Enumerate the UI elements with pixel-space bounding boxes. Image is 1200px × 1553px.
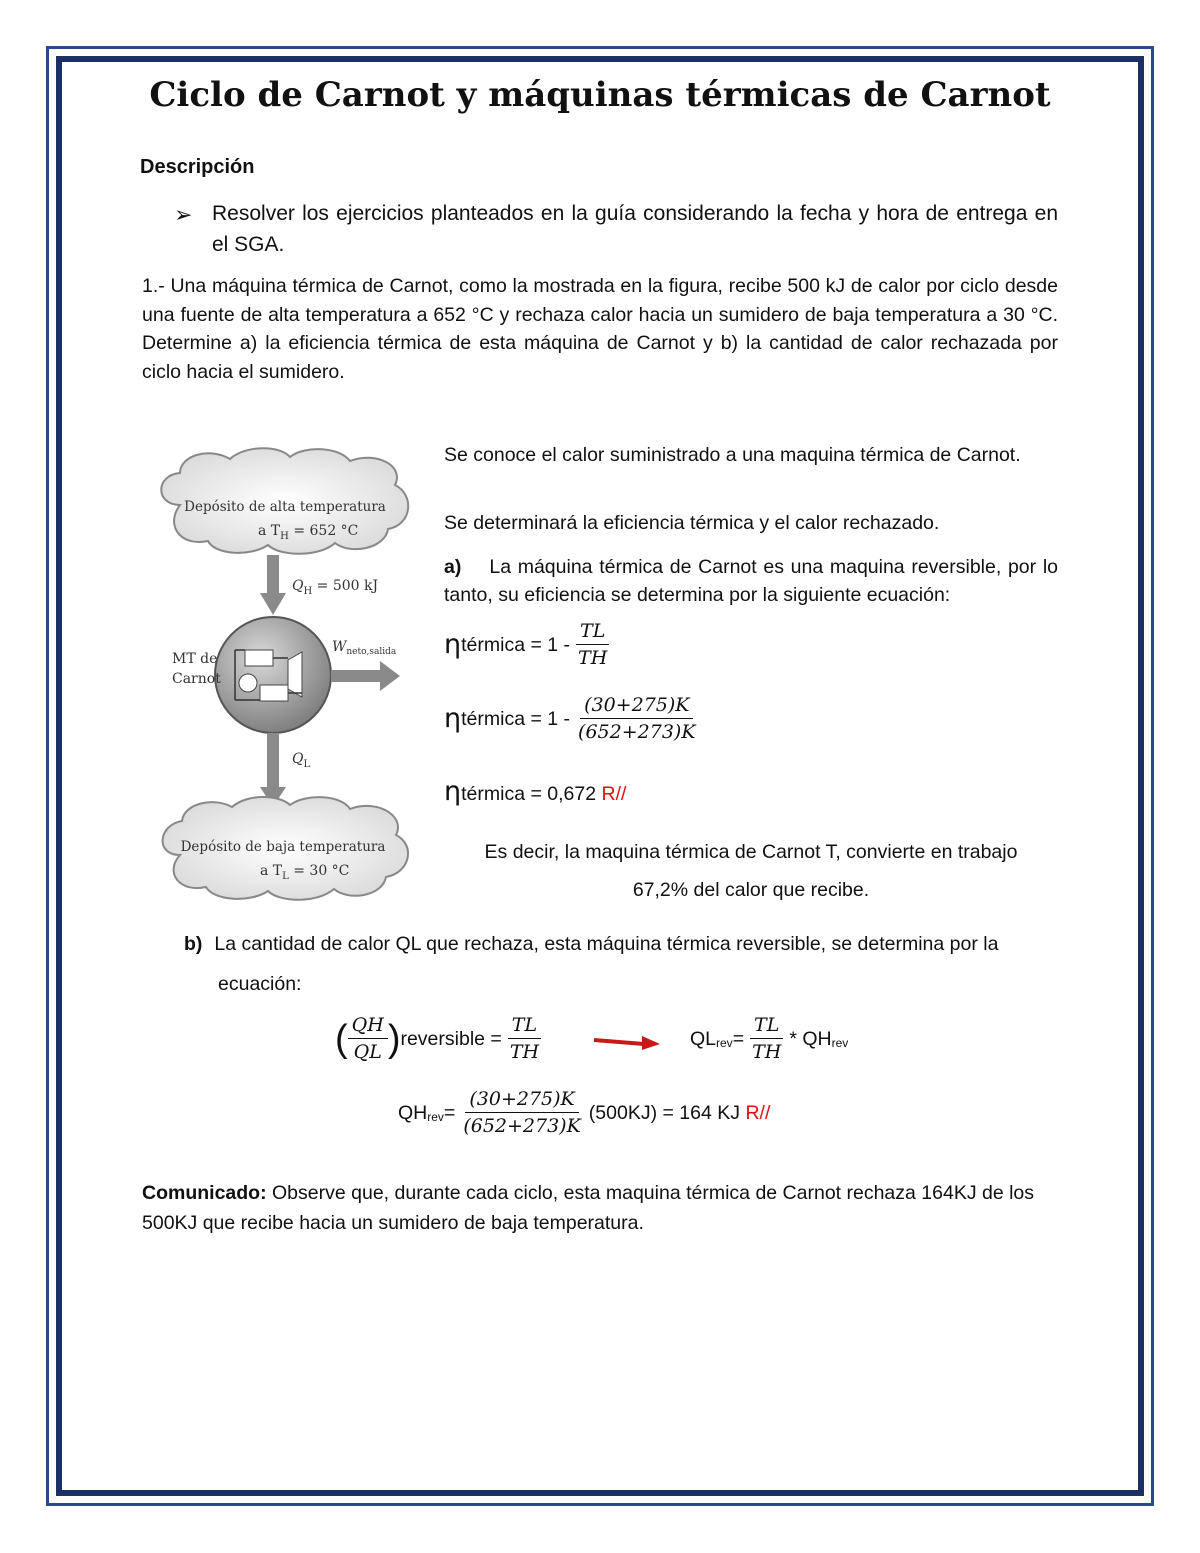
ratio-equation: ( $\frac{QH}{QL}$ ) reversible = $\frac{TL}{TH}$ xyxy=(335,1014,547,1063)
fraction-tl-th: $\frac{TL}{TH}$ xyxy=(574,620,611,669)
fraction-qh-ql: $\frac{QH}{QL}$ xyxy=(348,1014,388,1063)
efficiency-formula xyxy=(444,620,615,669)
part-a-label: a) xyxy=(444,556,462,578)
low-reservoir-temp: a $T_L = 30$ °C xyxy=(260,863,350,882)
solution-intro-2: Se determinará la eficiencia térmica y el calor rechazado. xyxy=(444,512,940,534)
bullet-arrow-icon: ➢ xyxy=(174,202,193,227)
high-reservoir-temp: a $T_H = 652$ °C xyxy=(258,523,359,542)
solution-intro-1: Se conoce el calor suministrado a una maquina térmica de Carnot. xyxy=(444,444,1021,466)
answer-mark-b: R// xyxy=(745,1101,771,1124)
ql-rev-label: QL xyxy=(690,1027,717,1050)
part-b-line-2: ecuación: xyxy=(218,973,302,995)
bullet-text: Resolver los ejercicios planteados en la guía considerando la fecha y hora de entrega en el SGA. xyxy=(212,202,1058,256)
comunicado-label: Comunicado: xyxy=(142,1182,267,1204)
engine-label-2: Carnot xyxy=(172,671,221,687)
part-b-label: b) xyxy=(184,933,203,955)
implies-arrow-icon xyxy=(592,1030,664,1054)
low-reservoir-label: Depósito de baja temperatura xyxy=(180,839,386,855)
fraction-temperatures-2: $\frac{(30+275)K}{(652+273)K}$ xyxy=(463,1088,581,1137)
eta-label: térmica = 1 - xyxy=(461,707,571,730)
qh-rev-label: QH xyxy=(398,1101,428,1124)
comunicado-text: Observe que, durante cada ciclo, esta maquina térmica de Carnot rechaza 164KJ de los 500KJ que recibe hacia un sumidero de baja temperatura. xyxy=(142,1182,1035,1234)
eta-symbol-icon: η xyxy=(444,702,462,734)
eta-symbol-icon: η xyxy=(444,776,462,807)
fraction-temperatures: $\frac{(30+275)K}{(652+273)K}$ xyxy=(578,694,696,743)
high-reservoir-label: Depósito de alta temperatura xyxy=(184,499,386,515)
part-b-line-1 xyxy=(184,930,998,958)
fraction-tl-th-3: $\frac{TL}{TH}$ xyxy=(748,1014,785,1063)
page-title: Ciclo de Carnot y máquinas térmicas de Carnot xyxy=(149,75,1051,115)
work-label: $W_{neto,salida}$ xyxy=(332,639,397,657)
description-heading: Descripción xyxy=(140,156,255,178)
carnot-engine-figure xyxy=(150,445,420,905)
times-qh-label: * QH xyxy=(789,1027,832,1050)
engine-circle xyxy=(215,617,331,733)
answer-mark-a: R// xyxy=(601,783,627,805)
part-b-body: La cantidad de calor QL que rechaza, esta máquina térmica reversible, se determina por la xyxy=(214,933,999,955)
qh-arrow-icon xyxy=(260,593,286,615)
problem-statement: 1.- Una máquina térmica de Carnot, como la mostrada en la figura, recibe 500 kJ de calor por ciclo desde una fuente de alta temperatura a 652 °C y rechaza calor hacia un sumidero de baja temperatura a 30 °C. Determine a) la eficiencia térmica de esta máquina de Carnot y b) la cantidad de calor rechazada por ciclo hacia el sumidero. xyxy=(142,275,1058,383)
fraction-tl-th-2: $\frac{TL}{TH}$ xyxy=(506,1014,543,1063)
qh-label: $Q_H = 500$ kJ xyxy=(292,578,379,597)
efficiency-result xyxy=(444,778,626,808)
conclusion-line-1: Es decir, la maquina térmica de Carnot T, convierte en trabajo xyxy=(484,841,1018,863)
engine-label-1: MT de xyxy=(172,651,218,667)
ql-rev-equation: QL rev = $\frac{TL}{TH}$ * QH rev xyxy=(690,1014,849,1063)
result-value: (500KJ) = 164 KJ xyxy=(588,1101,741,1124)
work-arrow-icon xyxy=(380,661,400,691)
qh-rev-calculation: QH rev = $\frac{(30+275)K}{(652+273)K}$ (500KJ) = 164 KJ R// xyxy=(398,1088,771,1137)
eta-symbol-icon: η xyxy=(444,628,462,660)
part-a-text xyxy=(444,553,1058,609)
eta-result-value: térmica = 0,672 xyxy=(461,783,597,805)
comunicado-paragraph xyxy=(142,1178,1058,1238)
ql-label: $Q_L$ xyxy=(292,751,311,770)
eta-label: térmica = 1 - xyxy=(461,633,571,656)
conclusion-line-2: 67,2% del calor que recibe. xyxy=(632,879,870,901)
part-a-body: La máquina térmica de Carnot es una maquina reversible, por lo tanto, su eficiencia se determina por la siguiente ecuación: xyxy=(444,556,1058,606)
efficiency-substitution xyxy=(444,694,704,743)
reversible-label: reversible = xyxy=(400,1027,502,1050)
